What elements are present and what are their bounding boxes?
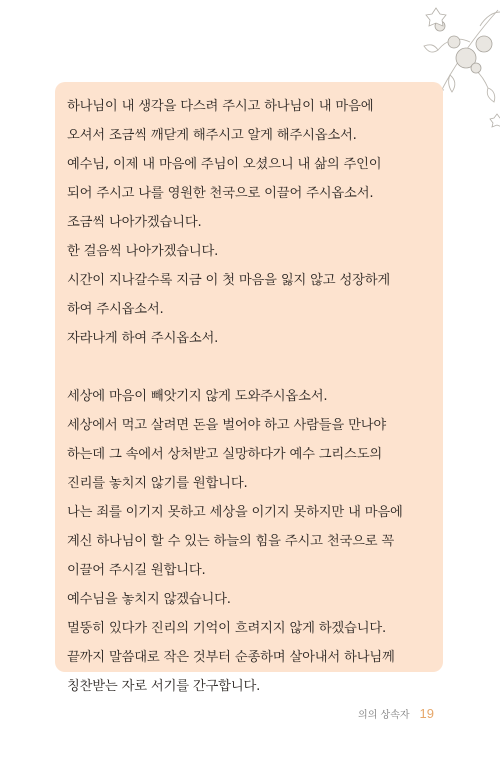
prayer-line: 세상에 마음이 빼앗기지 않게 도와주시옵소서.	[67, 389, 328, 404]
prayer-line: 자라나게 하여 주시옵소서.	[67, 331, 219, 346]
prayer-line: 이끌어 주시길 원합니다.	[67, 563, 206, 578]
prayer-line: 되어 주시고 나를 영원한 천국으로 이끌어 주시옵소서.	[67, 186, 374, 201]
prayer-line: 진리를 놓치지 않기를 원합니다.	[67, 476, 248, 491]
prayer-line: 칭찬받는 자로 서기를 간구합니다.	[67, 679, 261, 694]
prayer-line: 세상에서 먹고 살려면 돈을 벌어야 하고 사람들을 만나야	[67, 418, 387, 433]
prayer-paragraph	[67, 382, 431, 701]
prayer-line: 멀뚱히 있다가 진리의 기억이 흐려지지 않게 하겠습니다.	[67, 621, 387, 636]
prayer-line: 한 걸음씩 나아가겠습니다.	[67, 244, 219, 259]
prayer-line: 하나님이 내 생각을 다스려 주시고 하나님이 내 마음에	[67, 99, 374, 114]
prayer-line: 예수님, 이제 내 마음에 주님이 오셨으니 내 삶의 주인이	[67, 157, 382, 172]
prayer-line: 하는데 그 속에서 상처받고 실망하다가 예수 그리스도의	[67, 447, 382, 462]
prayer-paragraph	[67, 92, 431, 353]
page-number: 19	[419, 706, 434, 721]
book-title: 의의 상속자	[358, 710, 410, 721]
prayer-line: 나는 죄를 이기지 못하고 세상을 이기지 못하지만 내 마음에	[67, 505, 403, 520]
prayer-line: 예수님을 놓치지 않겠습니다.	[67, 592, 231, 607]
prayer-line: 끝까지 말씀대로 작은 것부터 순종하며 살아내서 하나님께	[67, 650, 395, 665]
prayer-line: 조금씩 나아가겠습니다.	[67, 215, 202, 230]
prayer-line: 계신 하나님이 할 수 있는 하늘의 힘을 주시고 천국으로 꼭	[67, 534, 395, 549]
prayer-text-box	[55, 82, 443, 694]
prayer-line: 하여 주시옵소서.	[67, 302, 164, 317]
paragraph-gap	[67, 353, 431, 382]
page-footer	[358, 706, 434, 721]
prayer-line: 시간이 지나갈수록 지금 이 첫 마음을 잃지 않고 성장하게	[67, 273, 391, 288]
prayer-line: 오셔서 조금씩 깨닫게 해주시고 알게 해주시옵소서.	[67, 128, 357, 143]
